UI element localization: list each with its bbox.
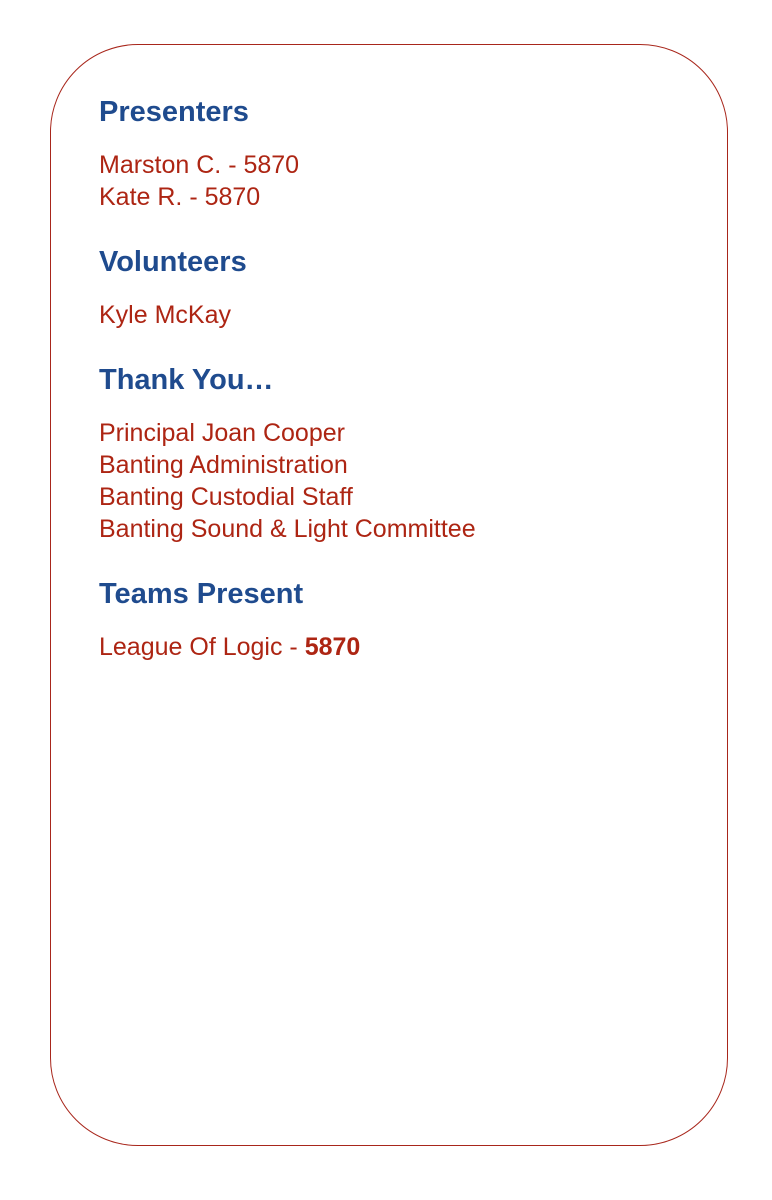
thank-you-section <box>99 361 699 545</box>
credits-content <box>99 93 699 693</box>
list-item <box>99 631 699 663</box>
volunteers-section <box>99 243 699 331</box>
presenters-heading: Presenters <box>99 96 249 128</box>
team-name: League Of Logic - <box>99 633 305 661</box>
volunteers-list <box>99 299 699 331</box>
list-item: Kate R. - 5870 <box>99 183 261 211</box>
presenters-section <box>99 93 699 213</box>
team-number: 5870 <box>304 633 361 661</box>
list-item: Banting Administration <box>99 451 348 479</box>
list-item: Banting Custodial Staff <box>99 483 353 511</box>
list-item: Principal Joan Cooper <box>99 419 345 447</box>
presenters-list <box>99 149 699 213</box>
list-item: Kyle McKay <box>99 301 231 329</box>
teams-present-list <box>99 631 699 663</box>
thank-you-heading: Thank You… <box>99 364 274 396</box>
volunteers-heading: Volunteers <box>99 246 247 278</box>
list-item: Banting Sound & Light Committee <box>99 515 476 543</box>
list-item: Marston C. - 5870 <box>99 151 300 179</box>
teams-present-heading: Teams Present <box>99 578 304 610</box>
thank-you-list <box>99 417 699 545</box>
teams-present-section <box>99 575 699 663</box>
